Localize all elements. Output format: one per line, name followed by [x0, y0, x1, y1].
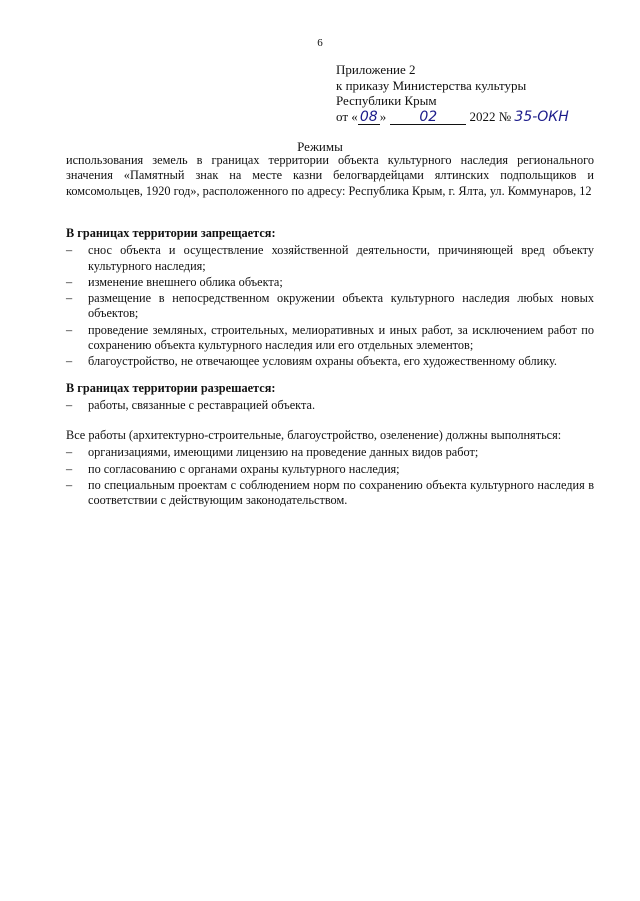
- list-item-text: снос объекта и осуществление хозяйственной деятельности, причиняющей вред объекту культурного наследия;: [88, 243, 594, 273]
- prohibited-section: [66, 226, 594, 371]
- list-item-text: по специальным проектам с соблюдением норм по сохранению объекта культурного наследия в соответствии с действующим законодательством.: [88, 477, 594, 508]
- list-item-text: благоустройство, не отвечающее условиям охраны объекта, его художественному облику.: [88, 354, 558, 369]
- dash-bullet: –: [66, 398, 73, 413]
- page-number: 6: [317, 37, 323, 49]
- works-section: [66, 428, 594, 509]
- list-item: [66, 462, 594, 477]
- list-item-text: работы, связанные с реставрацией объекта.: [88, 398, 316, 413]
- appendix-line-3: Республики Крым: [336, 93, 437, 108]
- allowed-heading: В границах территории разрешается:: [66, 381, 276, 395]
- list-item: [66, 478, 594, 509]
- list-item: [66, 445, 594, 460]
- list-item: [66, 398, 594, 413]
- dash-bullet: –: [66, 445, 73, 460]
- works-intro: Все работы (архитектурно-строительные, благоустройство, озеленение) должны выполняться:: [66, 428, 562, 442]
- dash-bullet: –: [66, 322, 73, 337]
- order-year: 2022 №: [469, 108, 512, 124]
- appendix-block: [336, 62, 569, 125]
- prohibited-heading: В границах территории запрещается:: [66, 226, 276, 240]
- list-item-text: по согласованию с органами охраны культурного наследия;: [88, 461, 400, 476]
- intro-paragraph: использования земель в границах территории объекта культурного наследия регионального значения «Памятный знак на месте казни белогвардейцами ялтинских подпольщиков и комсомольцев, 1920 год», расположенного по адресу: Республика Крым, г. Ялта, ул. Коммунаров, 12: [66, 153, 594, 198]
- order-date-line: [336, 109, 569, 126]
- date-mid: »: [379, 108, 387, 124]
- allowed-list: [66, 398, 594, 413]
- list-item-text: размещение в непосредственном окружении объекта культурного наследия любых новых объектов;: [88, 291, 594, 321]
- list-item: [66, 275, 594, 290]
- appendix-line-1: Приложение 2: [336, 62, 416, 77]
- dash-bullet: –: [66, 243, 73, 258]
- handwritten-order-number: 35-ОКН: [514, 108, 569, 125]
- dash-bullet: –: [66, 291, 73, 306]
- date-prefix: от «: [336, 108, 358, 124]
- works-list: [66, 445, 594, 508]
- allowed-section: [66, 381, 594, 415]
- list-item-text: изменение внешнего облика объекта;: [88, 274, 283, 289]
- document-title: Режимы: [297, 139, 343, 154]
- list-item: [66, 291, 594, 322]
- list-item-text: проведение земляных, строительных, мелиоративных и иных работ, за исключением работ по сохранению объекта культурного наследия или его отдельных элементов;: [88, 322, 594, 353]
- handwritten-day: 08: [359, 108, 378, 125]
- list-item: [66, 354, 594, 369]
- dash-bullet: –: [66, 354, 73, 369]
- dash-bullet: –: [66, 274, 73, 289]
- list-item: [66, 323, 594, 354]
- list-item: [66, 243, 594, 274]
- appendix-line-2: к приказу Министерства культуры: [336, 77, 527, 93]
- handwritten-month: 02: [419, 108, 438, 125]
- dash-bullet: –: [66, 461, 73, 476]
- dash-bullet: –: [66, 477, 73, 492]
- list-item-text: организациями, имеющими лицензию на проведение данных видов работ;: [88, 445, 479, 460]
- prohibited-list: [66, 243, 594, 369]
